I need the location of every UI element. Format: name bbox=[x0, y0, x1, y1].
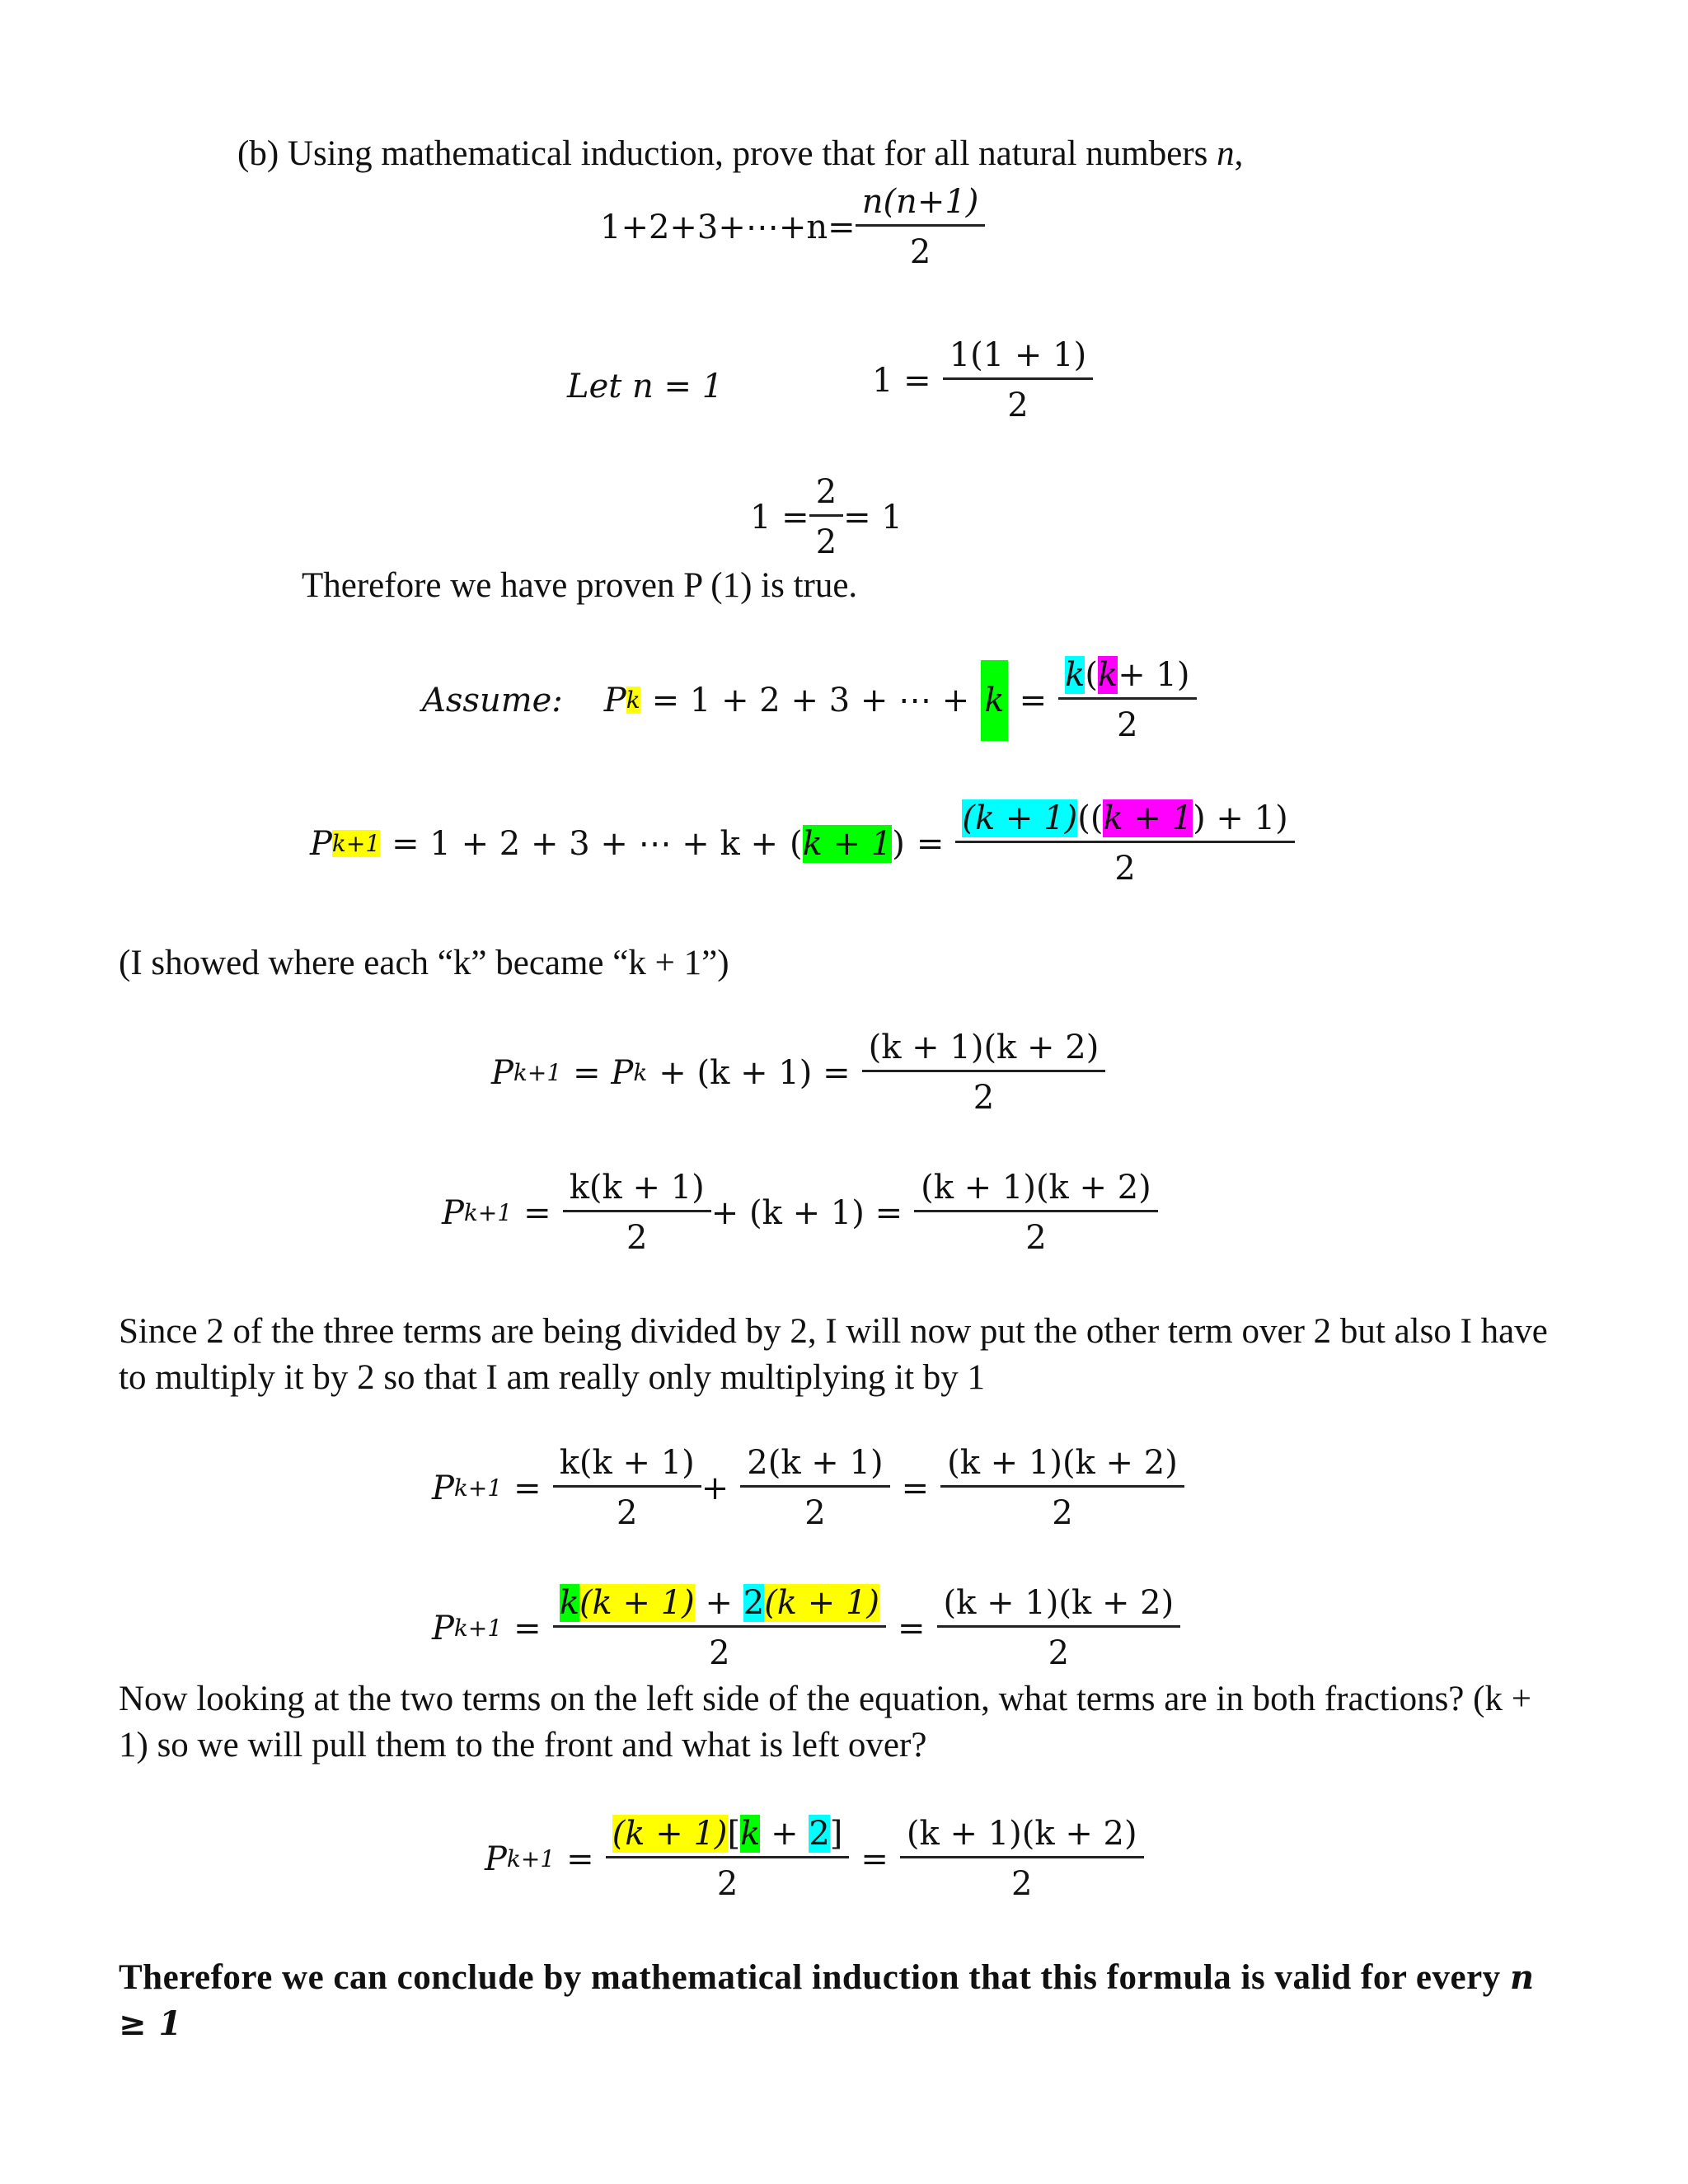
eq2-numerator2: (k + 1)(k + 2) bbox=[914, 1169, 1158, 1212]
base-case-step bbox=[750, 473, 903, 561]
eq3-eq: = bbox=[513, 1469, 542, 1507]
eq5-bracket-close: ] bbox=[829, 1815, 843, 1853]
eq2-denominator2: 2 bbox=[1025, 1219, 1047, 1257]
eq3-sub: k+1 bbox=[453, 1474, 503, 1502]
base-eq-denominator: 2 bbox=[1007, 387, 1029, 424]
eq4-fraction2 bbox=[937, 1584, 1181, 1672]
eq4-p: P bbox=[432, 1609, 454, 1647]
problem-var: n bbox=[1217, 134, 1235, 173]
paragraph-common-denominator: Since 2 of the three terms are being divided by 2, I will now put the other term over 2 but also I have to multiply it by 2 so that I am really only multiplying it by 1 bbox=[119, 1312, 1548, 1397]
eq4-denominator1: 2 bbox=[709, 1634, 730, 1672]
eq5-numerator1 bbox=[606, 1815, 850, 1858]
eq4-a: (k + 1) bbox=[579, 1584, 695, 1622]
pk1-rest: = 1 + 2 + 3 + ⋯ + k + bbox=[392, 824, 778, 863]
induction-eq4 bbox=[432, 1584, 1180, 1672]
pk1-equals: = bbox=[916, 824, 945, 863]
assume-lhs: = 1 + 2 + 3 + ⋯ + bbox=[651, 681, 970, 719]
assume-equals: = bbox=[1019, 681, 1048, 719]
eq2-numerator1: k(k + 1) bbox=[563, 1169, 711, 1212]
eq5-a: (k + 1) bbox=[612, 1815, 728, 1853]
eq5-denominator2: 2 bbox=[1011, 1865, 1033, 1903]
eq5-denominator1: 2 bbox=[716, 1865, 738, 1903]
induction-eq3 bbox=[432, 1444, 1184, 1532]
assume-denominator: 2 bbox=[1117, 706, 1138, 744]
eq1-mid: = P bbox=[573, 1053, 634, 1092]
eq1-denominator: 2 bbox=[973, 1079, 995, 1117]
eq5-two: 2 bbox=[809, 1815, 830, 1853]
eq3-eq2: = bbox=[901, 1469, 930, 1507]
eq1-fraction bbox=[862, 1029, 1106, 1117]
base-case-conclusion: Therefore we have proven P (1) is true. bbox=[302, 566, 858, 605]
pk1-sub: k+1 bbox=[331, 830, 381, 857]
pk1-num-c: k + 1 bbox=[1103, 799, 1193, 837]
eq2-fraction1 bbox=[563, 1169, 711, 1257]
eq2-p: P bbox=[442, 1193, 464, 1232]
eq5-eq: = bbox=[566, 1840, 594, 1878]
pk1-open: ( bbox=[790, 824, 803, 863]
eq3-fraction2 bbox=[740, 1444, 889, 1532]
eq3-denominator1: 2 bbox=[617, 1494, 638, 1532]
formula-denominator: 2 bbox=[909, 233, 931, 271]
target-formula bbox=[600, 183, 985, 271]
eq5-fraction1 bbox=[606, 1815, 850, 1903]
pk1-num-a: (k + 1) bbox=[962, 799, 1078, 837]
eq4-sub: k+1 bbox=[453, 1615, 503, 1642]
eq5-fraction2 bbox=[900, 1815, 1144, 1903]
base-step-lhs: 1 = bbox=[750, 498, 809, 537]
pk1-term: k + 1 bbox=[802, 824, 893, 863]
assume-num-k2: k bbox=[1097, 656, 1118, 694]
base-case-let: Let n = 1 bbox=[567, 368, 724, 405]
eq5-bracket-open: [ bbox=[727, 1815, 741, 1853]
eq3-p: P bbox=[432, 1469, 454, 1507]
final-conclusion-text: Therefore we can conclude by mathematical induction that this formula is valid for every bbox=[119, 1958, 1501, 1997]
eq3-denominator2: 2 bbox=[804, 1494, 826, 1532]
base-step-numerator: 2 bbox=[809, 473, 843, 517]
eq3-numerator2: 2(k + 1) bbox=[740, 1444, 889, 1488]
eq1-p: P bbox=[491, 1053, 513, 1092]
eq4-eq: = bbox=[513, 1609, 542, 1647]
base-case-equation bbox=[872, 336, 1093, 424]
eq4-two: 2 bbox=[743, 1584, 765, 1622]
formula-lhs: 1+2+3+⋯+n= bbox=[600, 208, 856, 246]
assume-num-tail: + 1) bbox=[1118, 656, 1190, 694]
formula-numerator: n(n+1) bbox=[856, 183, 986, 227]
eq2-fraction2 bbox=[914, 1169, 1158, 1257]
eq1-rest: + (k + 1) = bbox=[659, 1053, 851, 1092]
pk1-num-b: (( bbox=[1077, 799, 1104, 837]
eq5-k: k bbox=[740, 1815, 761, 1853]
pk1-equation bbox=[310, 799, 1295, 888]
base-eq-lhs: 1 = bbox=[872, 361, 931, 400]
eq5-numerator2: (k + 1)(k + 2) bbox=[900, 1815, 1144, 1858]
assume-p: P bbox=[603, 681, 626, 719]
eq2-eq: = bbox=[523, 1193, 551, 1232]
eq1-sub: k+1 bbox=[513, 1059, 562, 1086]
eq2-mid: + (k + 1) = bbox=[710, 1193, 903, 1232]
problem-comma: , bbox=[1234, 134, 1244, 173]
problem-statement bbox=[237, 134, 1243, 174]
assume-equation bbox=[422, 656, 1197, 744]
eq3-numerator3: (k + 1)(k + 2) bbox=[940, 1444, 1184, 1488]
induction-eq5 bbox=[485, 1815, 1144, 1903]
eq3-numerator1: k(k + 1) bbox=[553, 1444, 701, 1488]
pk1-denominator: 2 bbox=[1114, 850, 1136, 888]
eq5-sub: k+1 bbox=[506, 1845, 556, 1872]
paragraph-common-factor: Now looking at the two terms on the left side of the equation, what terms are in both fractions? (k + 1) so we will pull them to the front and what is left over? bbox=[119, 1680, 1531, 1765]
pk1-close: ) bbox=[892, 824, 905, 863]
eq4-eq2: = bbox=[898, 1609, 926, 1647]
eq4-k: k bbox=[559, 1584, 579, 1622]
assume-num-paren: ( bbox=[1085, 656, 1098, 694]
problem-text: Using mathematical induction, prove that for all natural numbers bbox=[287, 134, 1208, 173]
problem-label: (b) bbox=[237, 134, 279, 173]
eq3-denominator3: 2 bbox=[1052, 1494, 1073, 1532]
eq4-plus: + bbox=[705, 1584, 734, 1622]
induction-eq2 bbox=[442, 1169, 1158, 1257]
eq4-numerator2: (k + 1)(k + 2) bbox=[937, 1584, 1181, 1628]
eq3-fraction1 bbox=[553, 1444, 701, 1532]
eq5-p: P bbox=[485, 1840, 507, 1878]
assume-fraction bbox=[1058, 656, 1196, 744]
base-eq-numerator: 1(1 + 1) bbox=[943, 336, 1094, 380]
eq1-sub2: k bbox=[633, 1059, 648, 1086]
pk1-fraction bbox=[955, 799, 1294, 888]
final-conclusion bbox=[119, 1955, 1569, 2047]
assume-label: Assume: bbox=[422, 681, 563, 719]
eq5-plus: + bbox=[760, 1815, 809, 1853]
base-step-rhs: = 1 bbox=[843, 498, 903, 537]
formula-fraction bbox=[856, 183, 986, 271]
assume-numerator bbox=[1058, 656, 1196, 700]
pk1-p: P bbox=[310, 824, 332, 863]
eq4-fraction1 bbox=[553, 1584, 886, 1672]
eq3-plus: + bbox=[701, 1469, 729, 1507]
base-eq-fraction bbox=[943, 336, 1094, 424]
eq3-fraction3 bbox=[940, 1444, 1184, 1532]
induction-eq1 bbox=[491, 1029, 1105, 1117]
eq1-numerator: (k + 1)(k + 2) bbox=[862, 1029, 1106, 1072]
note-text: (I showed where each “k” became “k + 1”) bbox=[119, 944, 729, 982]
eq4-numerator1 bbox=[553, 1584, 886, 1628]
eq2-denominator1: 2 bbox=[626, 1219, 648, 1257]
assume-num-k1: k bbox=[1065, 656, 1085, 694]
base-step-fraction bbox=[809, 473, 843, 561]
eq2-sub: k+1 bbox=[463, 1199, 513, 1226]
eq4-b: (k + 1) bbox=[764, 1584, 880, 1622]
assume-last-term: k bbox=[981, 660, 1007, 741]
pk1-numerator bbox=[955, 799, 1294, 843]
assume-p-sub: k bbox=[626, 687, 640, 714]
eq5-eq2: = bbox=[860, 1840, 889, 1878]
final-conclusion-tail: n ≥ 1 bbox=[119, 1958, 1535, 2043]
eq4-denominator2: 2 bbox=[1048, 1634, 1070, 1672]
base-step-denominator: 2 bbox=[815, 523, 837, 561]
pk1-num-d: ) + 1) bbox=[1193, 799, 1288, 837]
